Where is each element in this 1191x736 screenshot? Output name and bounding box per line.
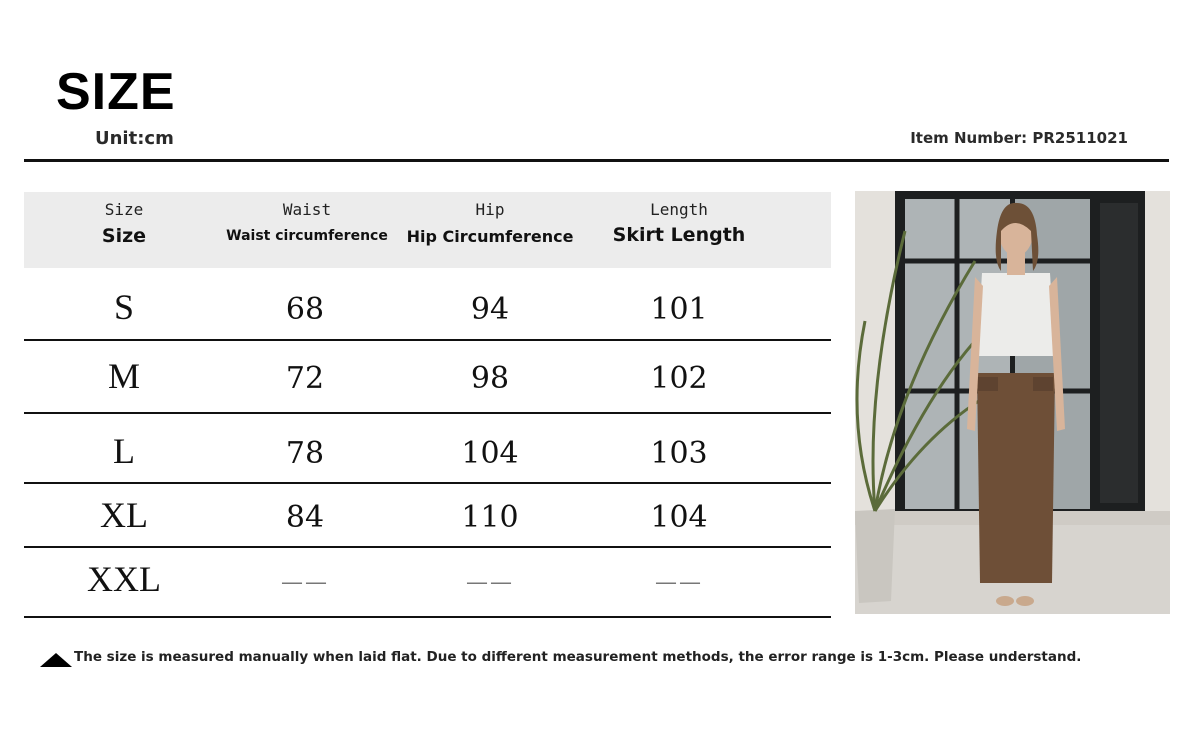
waist-cell: 78 — [285, 436, 325, 471]
header-waist-bottom: Waist circumference — [226, 228, 388, 244]
table-row — [24, 484, 831, 548]
unit-label: Unit:cm — [95, 128, 174, 149]
waist-cell: 72 — [285, 361, 325, 396]
size-cell: XXL — [87, 559, 161, 599]
header-length — [579, 192, 779, 246]
table-row — [24, 272, 831, 341]
header-hip-top: Hip — [475, 200, 505, 219]
model-illustration — [855, 191, 1170, 614]
header-hip — [390, 192, 590, 246]
header-size-bottom: Size — [101, 225, 147, 247]
measurement-note — [40, 647, 1081, 667]
size-cell: XL — [100, 495, 148, 535]
length-cell: 104 — [650, 500, 708, 535]
table-row — [24, 548, 831, 618]
hip-cell: 110 — [461, 500, 519, 535]
hip-cell: —— — [466, 570, 514, 595]
length-cell: 102 — [650, 361, 708, 396]
hip-cell: 94 — [470, 292, 510, 327]
size-cell: L — [113, 431, 135, 471]
table-row — [24, 414, 831, 484]
size-table — [24, 192, 831, 599]
header-size — [24, 192, 224, 247]
header-waist — [207, 192, 407, 244]
size-title: SIZE — [56, 63, 176, 121]
warning-triangle-icon — [40, 653, 72, 667]
row-divider — [24, 616, 831, 618]
header-length-bottom: Skirt Length — [612, 224, 746, 246]
header-waist-top: Waist — [282, 200, 332, 219]
hip-cell: 104 — [461, 436, 519, 471]
hip-cell: 98 — [470, 361, 510, 396]
waist-cell: —— — [281, 570, 329, 595]
header-size-top: Size — [104, 200, 144, 219]
length-cell: 103 — [650, 436, 708, 471]
size-cell: M — [107, 356, 140, 396]
length-cell: —— — [655, 570, 703, 595]
item-number: Item Number: PR2511021 — [910, 129, 1128, 147]
length-cell: 101 — [650, 292, 708, 327]
size-cell: S — [113, 287, 135, 327]
note-text: The size is measured manually when laid flat. Due to different measurement methods, the error range is 1-3cm. Please understand. — [74, 649, 1082, 665]
header-length-top: Length — [650, 200, 708, 219]
table-row — [24, 341, 831, 414]
waist-cell: 84 — [285, 500, 325, 535]
waist-cell: 68 — [285, 292, 325, 327]
product-photo — [855, 191, 1170, 614]
header-hip-bottom: Hip Circumference — [406, 227, 574, 246]
top-divider — [24, 159, 1169, 162]
